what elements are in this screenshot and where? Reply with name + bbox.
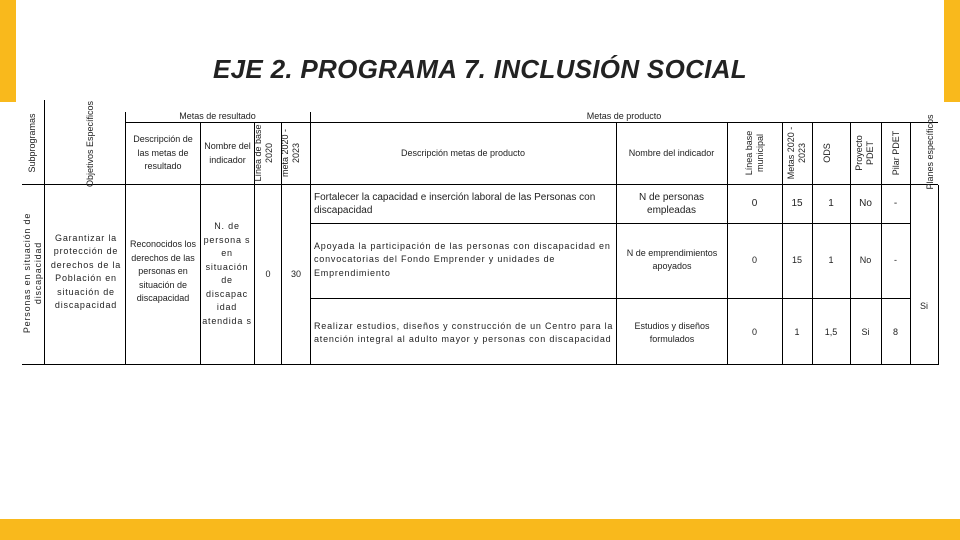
product-ods: 1 (828, 198, 834, 210)
objetivo-cell: Garantizar la protección de derechos de la Población en situación de discapacidad (50, 232, 122, 310)
product-linea-base: 0 (751, 255, 757, 266)
product-proyecto-pdet: No (859, 198, 872, 210)
header-subprogramas: Subprogramas (26, 113, 37, 173)
header-metas-resultado: Metas de resultado (179, 111, 256, 122)
header-linea-base-2020: Línea de base 2020 (253, 124, 274, 182)
product-linea-base: 0 (751, 198, 758, 210)
product-metas: 15 (791, 198, 803, 210)
product-proyecto-pdet: Si (861, 327, 870, 338)
product-pilar-pdet: - (894, 255, 897, 266)
bottom-banner (0, 519, 960, 540)
header-ods: ODS (821, 143, 832, 163)
header-descripcion-metas-producto: Descripción metas de producto (400, 147, 526, 158)
header-meta-2020-2023: meta 2020 - 2023 (280, 128, 301, 178)
header-descripcion-metas-resultado: Descripción de las metas de resultado (133, 134, 193, 172)
product-pilar-pdet: 8 (892, 327, 898, 338)
product-linea-base: 0 (751, 327, 757, 338)
header-planes-especificos: Planes específicos (924, 114, 935, 190)
header-linea-base-municipal: Línea base municipal (744, 130, 765, 176)
header-nombre-indicador-producto: Nombre del indicador (628, 147, 715, 158)
product-indicador: N de emprendimientos apoyados (626, 247, 718, 271)
title-card (16, 0, 944, 102)
planes-especificos-cell: Si (919, 301, 928, 312)
product-metas: 1 (794, 327, 800, 338)
page-title: EJE 2. PROGRAMA 7. INCLUSIÓN SOCIAL (213, 54, 747, 84)
product-indicador: N de personas empleadas (638, 192, 705, 216)
header-proyecto-pdet: Proyecto PDET (854, 135, 875, 171)
product-metas: 15 (791, 255, 802, 266)
descripcion-meta-resultado-cell: Reconocidos los derechos de las personas en situación de discapacidad (129, 239, 197, 304)
product-pilar-pdet: - (893, 198, 898, 210)
header-objetivos-especificos: Objetivos Específicos (84, 100, 95, 188)
product-ods: 1 (828, 255, 834, 266)
meta-cell: 30 (290, 269, 301, 280)
header-metas-producto: Metas de producto (586, 111, 662, 122)
header-metas-2020-2023: Metas 2020 - 2023 (786, 126, 807, 180)
product-indicador: Estudios y diseños formulados (634, 320, 710, 344)
header-pilar-pdet: Pilar PDET (890, 130, 901, 176)
product-descripcion: Fortalecer la capacidad e inserción laboral de las Personas con discapacidad (314, 192, 596, 216)
header-nombre-indicador: Nombre del indicador (204, 141, 251, 165)
product-proyecto-pdet: No (859, 255, 872, 266)
product-descripcion: Apoyada la participación de las personas con discapacidad en convocatorias del Fondo Emprender y unidades de Emprendimiento (314, 240, 611, 278)
product-ods: 1,5 (824, 327, 838, 338)
subprograma-cell: Personas en situación de discapacidad (22, 212, 43, 334)
nombre-indicador-resultado-cell: N. de persona s en situación de discapac idad atendida s (202, 221, 252, 326)
product-descripcion: Realizar estudios, diseños y construcción de un Centro para la atención integral al adulto mayor y personas con discapacidad (314, 320, 614, 344)
linea-base-cell: 0 (265, 269, 271, 280)
